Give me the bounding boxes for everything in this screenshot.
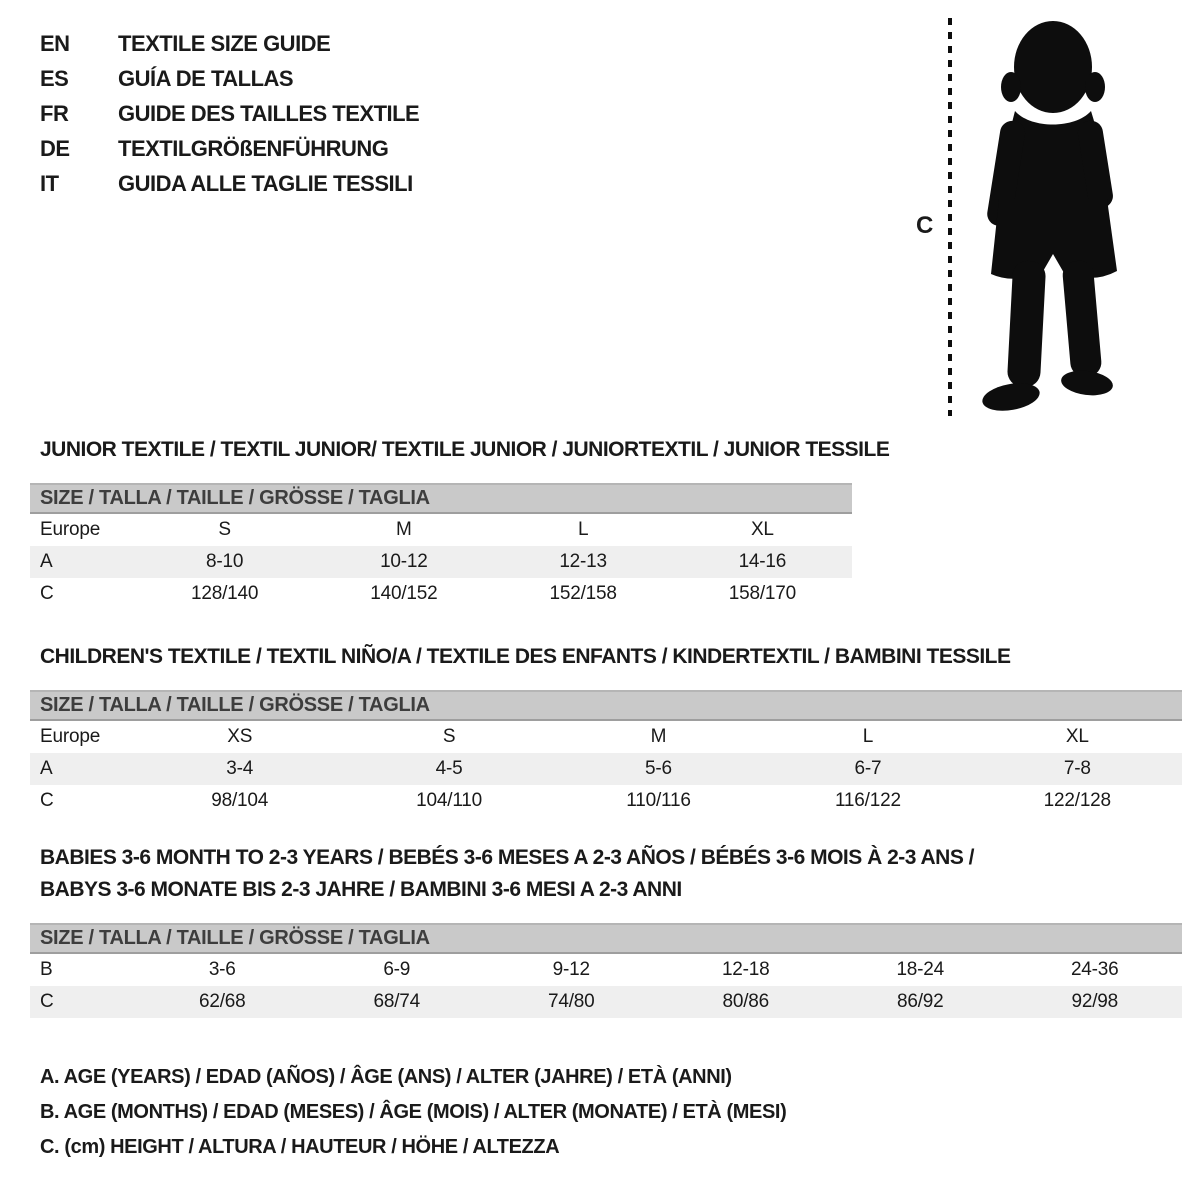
table-row (30, 753, 1182, 785)
language-row (40, 96, 419, 131)
row-cell: 12-18 (721, 959, 770, 980)
row-label: A (40, 758, 53, 779)
size-table-header: SIZE / TALLA / TAILLE / GRÖSSE / TAGLIA (30, 483, 852, 514)
size-section-0 (30, 434, 890, 610)
row-cell: 152/158 (549, 583, 617, 604)
row-cell: 116/122 (834, 790, 901, 811)
row-cell: L (862, 726, 874, 747)
row-label: Europe (40, 519, 101, 540)
section-title-line: CHILDREN'S TEXTILE / TEXTIL NIÑO/A / TEXTILE DES ENFANTS / KINDERTEXTIL / BAMBINI TESSILE (40, 645, 1011, 668)
section-title-line: BABYS 3-6 MONATE BIS 2-3 JAHRE / BAMBINI 3-6 MESI A 2-3 ANNI (40, 878, 682, 901)
legend-line: B. AGE (MONTHS) / EDAD (MESES) / ÂGE (MOIS) / ALTER (MONATE) / ETÀ (MESI) (40, 1101, 787, 1123)
language-label: TEXTILGRÖßENFÜHRUNG (118, 135, 389, 161)
row-label: B (40, 959, 53, 980)
legend (40, 1060, 786, 1165)
legend-line: C. (cm) HEIGHT / ALTURA / HAUTEUR / HÖHE / ALTEZZA (40, 1136, 560, 1158)
row-label: Europe (40, 726, 101, 747)
language-list (40, 26, 419, 201)
language-code: ES (40, 65, 69, 91)
row-cell: 3-6 (208, 959, 236, 980)
row-cell: 5-6 (645, 758, 672, 779)
row-cell: M (396, 519, 412, 540)
row-label: C (40, 790, 54, 811)
row-cell: 7-8 (1063, 758, 1091, 779)
row-cell: 92/98 (1071, 991, 1119, 1012)
row-cell: 8-10 (206, 551, 244, 572)
row-cell: 62/68 (198, 991, 246, 1012)
row-cell: 9-12 (552, 959, 590, 980)
language-code: DE (40, 135, 70, 161)
size-table (30, 923, 1182, 1018)
row-cell: XL (1065, 726, 1089, 747)
row-label: C (40, 991, 54, 1012)
language-code: EN (40, 30, 70, 56)
language-label: GUIDE DES TAILLES TEXTILE (118, 100, 420, 126)
language-row (40, 166, 419, 201)
language-label: GUÍA DE TALLAS (118, 65, 294, 91)
section-title (40, 641, 1182, 673)
row-cell: XS (227, 726, 253, 747)
table-row (30, 785, 1182, 817)
row-label: A (40, 551, 53, 572)
row-cell: XL (750, 519, 774, 540)
toddler-silhouette-image (965, 17, 1135, 417)
row-cell: 80/86 (722, 991, 770, 1012)
row-cell: 128/140 (190, 583, 259, 604)
size-section-1 (30, 641, 1182, 817)
language-row (40, 26, 419, 61)
size-table-header: SIZE / TALLA / TAILLE / GRÖSSE / TAGLIA (30, 690, 1182, 721)
row-cell: 86/92 (896, 991, 944, 1012)
row-cell: 18-24 (896, 959, 945, 980)
row-cell: 14-16 (738, 551, 787, 572)
language-label: GUIDA ALLE TAGLIE TESSILI (118, 170, 413, 196)
row-label: C (40, 583, 54, 604)
row-cell: 104/110 (416, 790, 483, 811)
size-guide-figure (900, 0, 1200, 435)
section-title (40, 842, 1182, 906)
language-code: IT (40, 170, 59, 196)
legend-line: A. AGE (YEARS) / EDAD (AÑOS) / ÂGE (ANS) / ALTER (JAHRE) / ETÀ (ANNI) (40, 1066, 732, 1088)
row-cell: 74/80 (547, 991, 595, 1012)
section-title (40, 434, 890, 466)
row-cell: M (650, 726, 667, 747)
row-cell: 68/74 (373, 991, 421, 1012)
table-row (30, 954, 1182, 986)
language-label: TEXTILE SIZE GUIDE (118, 30, 331, 56)
section-title-line: JUNIOR TEXTILE / TEXTIL JUNIOR/ TEXTILE JUNIOR / JUNIORTEXTIL / JUNIOR TESSILE (40, 438, 890, 461)
table-row (30, 721, 1182, 753)
row-cell: 10-12 (380, 551, 428, 572)
table-row (30, 578, 852, 610)
section-title-line: BABIES 3-6 MONTH TO 2-3 YEARS / BEBÉS 3-6 MESES A 2-3 AÑOS / BÉBÉS 3-6 MOIS À 2-3 ANS / (40, 846, 975, 869)
row-cell: 6-7 (854, 758, 882, 779)
table-row (30, 514, 852, 546)
row-cell: 12-13 (559, 551, 607, 572)
size-table (30, 690, 1182, 817)
row-cell: 6-9 (383, 959, 411, 980)
row-cell: 158/170 (728, 583, 797, 604)
table-row (30, 546, 852, 578)
row-cell: 4-5 (435, 758, 463, 779)
row-cell: 122/128 (1043, 790, 1111, 811)
row-cell: 24-36 (1070, 959, 1119, 980)
size-table-header: SIZE / TALLA / TAILLE / GRÖSSE / TAGLIA (30, 923, 1182, 954)
row-cell: 98/104 (211, 790, 269, 811)
row-cell: S (218, 519, 231, 540)
figure-height-label: C (916, 212, 934, 239)
table-row (30, 986, 1182, 1018)
row-cell: 140/152 (370, 583, 438, 604)
row-cell: 110/116 (626, 790, 691, 811)
language-row (40, 61, 419, 96)
size-section-2 (30, 842, 1182, 1018)
row-cell: S (442, 726, 456, 747)
row-cell: L (577, 519, 589, 540)
language-code: FR (40, 100, 69, 126)
row-cell: 3-4 (226, 758, 254, 779)
height-dotted-line (948, 18, 952, 416)
language-row (40, 131, 419, 166)
size-table (30, 483, 852, 610)
